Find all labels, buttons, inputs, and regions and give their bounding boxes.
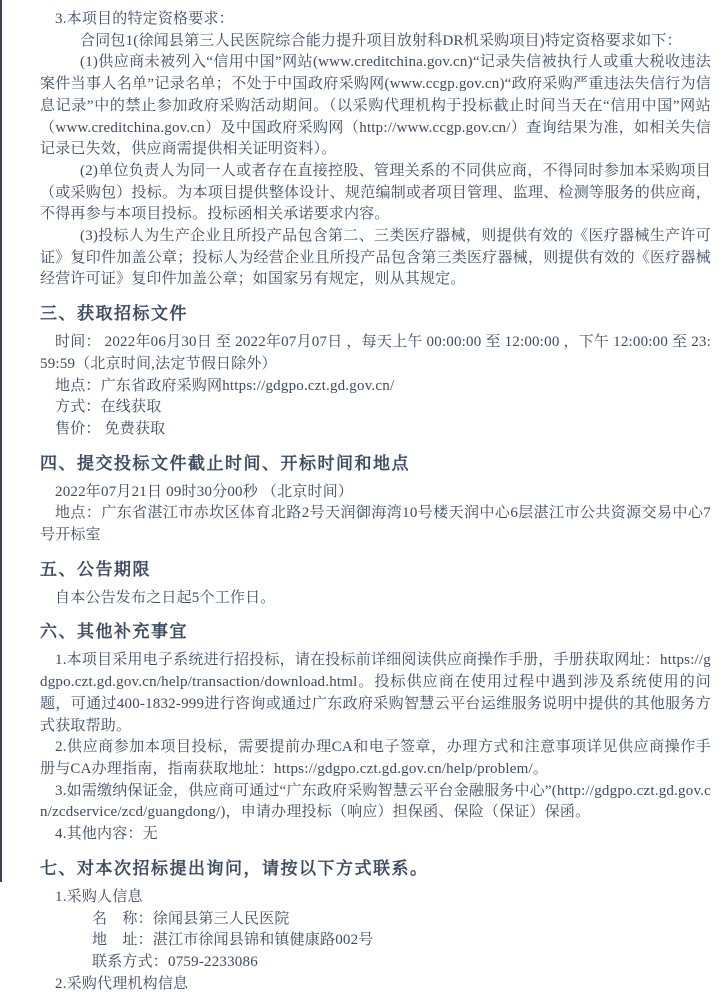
section-submission-opening [40, 452, 711, 547]
announcement-period-heading: 五、公告期限 [40, 559, 151, 579]
agency-info-title: 2.采购代理机构信息 [55, 975, 189, 992]
qualification-package-intro: 合同包1(徐闻县第三人民医院综合能力提升项目放射科DR机采购项目)特定资格要求如下： [80, 32, 682, 49]
supplementary-heading: 六、其他补充事宜 [40, 622, 188, 642]
qualification-clause-2: (2)单位负责人为同一人或者存在直接控股、管理关系的不同供应商，不得同时参加本采购项目（或采购包）投标。为本项目提供整体设计、规范编制或者项目管理、监理、检测等服务的供应商，不得再参与本项目投标。投标函相关承诺要求内容。 [40, 162, 711, 223]
section-inquiry-contacts [40, 857, 711, 995]
submission-heading: 四、提交投标文件截止时间、开标时间和地点 [40, 453, 410, 473]
obtain-method-line: 方式：在线获取 [55, 399, 162, 416]
qualification-clause-3: (3)投标人为生产企业且所投产品包含第二、三类医疗器械，则提供有效的《医疗器械生产许可证》复印件加盖公章；投标人为经营企业且所投产品包含第三类医疗器械，则提供有效的《医疗器械经营许可证》复印件加盖公章；如国家另有规定，则从其规定。 [40, 228, 711, 288]
submission-location-line: 地点：广东省湛江市赤坎区体育北路2号天润御海湾10号楼天润中心6层湛江市公共资源交易中心7号开标室 [40, 505, 711, 544]
inquiry-heading: 七、对本次招标提出询问，请按以下方式联系。 [40, 858, 429, 878]
qualification-clause-1: (1)供应商未被列入“信用中国”网站(www.creditchina.gov.cn)“记录失信被执行人或重大税收违法案件当事人名单”记录名单；不处于中国政府采购网(www.ccgp.gov.cn)“政府采购严重违法失信行为信息记录”中的禁止参加政府采购活动期间。（以采购代理机构于投标截止时间当天在“信用中国”网站（www.creditchina.gov.cn）及中国政府采购网（http://www.ccgp.gov.cn/）查询结果为准，如相关失信记录已失效，供应商需提供相关证明资料）。 [40, 54, 711, 158]
supplementary-item-1: 1.本项目采用电子系统进行招投标，请在投标前详细阅读供应商操作手册，手册获取网址：https://gdgpo.czt.gd.gov.cn/help/transaction/download.html。投标供应商在使用过程中遇到涉及系统使用的问题，可通过400-1832-999进行咨询或通过广东政府采购智慧云平台运维服务说明中提供的其他服务方式获取帮助。 [40, 652, 711, 734]
announcement-period-content: 自本公告发布之日起5个工作日。 [55, 589, 276, 606]
section-obtain-documents [40, 302, 711, 441]
section-announcement-period [40, 558, 711, 610]
purchaser-name-line: 名 称：徐闻县第三人民医院 [92, 910, 290, 927]
purchaser-info-title: 1.采购人信息 [55, 888, 143, 905]
qualification-item-title: 3.本项目的特定资格要求： [55, 11, 234, 27]
supplementary-item-4: 4.其他内容：无 [55, 826, 158, 843]
obtain-price-line: 售价： 免费获取 [55, 420, 166, 437]
section-qualification-requirements [40, 9, 711, 291]
obtain-time-line: 时间： 2022年06月30日 至 2022年07月07日 ，每天上午 00:00:00 至 12:00:00 ，下午 12:00:00 至 23:59:59（北京时间,法定节假日除外） [40, 334, 711, 372]
supplementary-item-3: 3.如需缴纳保证金，供应商可通过“广东政府采购智慧云平台金融服务中心”(http://gdgpo.czt.gd.gov.cn/zcdservice/zcd/guangdong/)，申请办理投标（响应）担保函、保险（保证）保函。 [40, 782, 711, 821]
supplementary-item-2: 2.供应商参加本项目投标，需要提前办理CA和电子签章，办理方式和注意事项详见供应商操作手册与CA办理指南，指南获取地址：https://gdgpo.czt.gd.gov.cn/help/problem/。 [40, 739, 711, 777]
obtain-location-line: 地点：广东省政府采购网https://gdgpo.czt.gd.gov.cn/ [55, 377, 395, 394]
section-supplementary-matters [40, 620, 711, 845]
purchaser-address-line: 地 址：湛江市徐闻县锦和镇健康路002号 [92, 932, 374, 949]
purchaser-contact-line: 联系方式：0759-2233086 [92, 953, 258, 970]
obtain-documents-heading: 三、获取招标文件 [40, 304, 188, 324]
submission-deadline-line: 2022年07月21日 09时30分00秒 （北京时间） [55, 483, 354, 500]
